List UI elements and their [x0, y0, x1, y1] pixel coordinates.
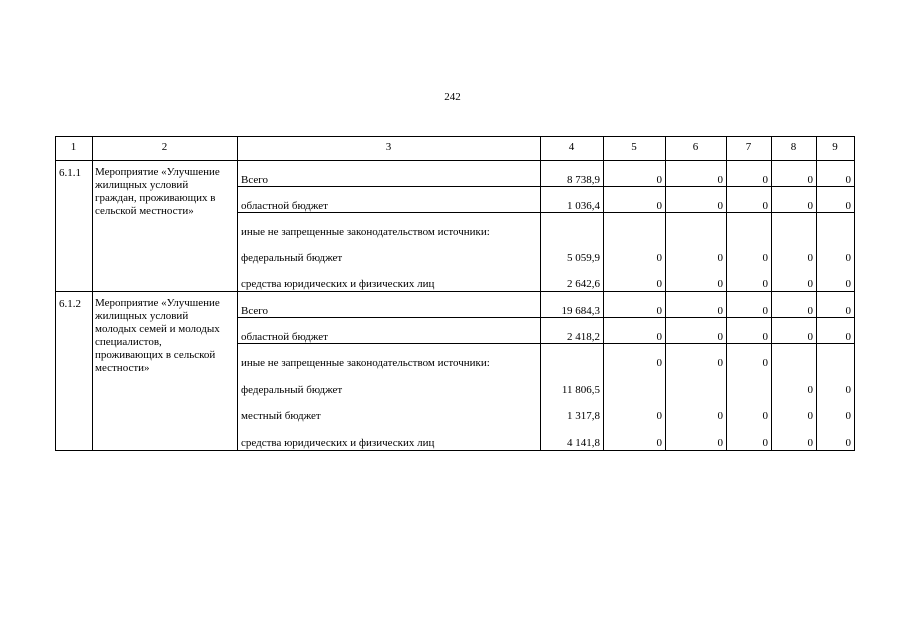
value-cell: 2 642,6	[567, 278, 600, 290]
value-cell: 0	[845, 384, 851, 396]
value-cell: 0	[807, 410, 813, 422]
value-cell: 0	[845, 305, 851, 317]
value-cell: 11 806,5	[561, 384, 600, 396]
value-cell: 1 036,4	[567, 200, 600, 212]
value-cell: 0	[717, 305, 723, 317]
page-number: 242	[444, 91, 461, 103]
value-cell: 0	[656, 437, 662, 449]
funding-source: средства юридических и физических лиц	[241, 278, 435, 290]
value-cell: 0	[845, 278, 851, 290]
funding-source: Всего	[241, 174, 268, 186]
value-cell: 0	[762, 437, 768, 449]
value-cell: 0	[717, 252, 723, 264]
measure-code: 6.1.2	[59, 298, 81, 310]
value-cell: 0	[656, 410, 662, 422]
value-cell: 0	[807, 252, 813, 264]
table-rule	[237, 136, 238, 451]
value-cell: 0	[762, 305, 768, 317]
value-cell: 0	[807, 200, 813, 212]
table-rule	[55, 291, 855, 292]
column-header: 8	[790, 141, 797, 153]
value-cell: 0	[656, 200, 662, 212]
value-cell: 0	[717, 357, 723, 369]
funding-source: иные не запрещенные законодательством источники:	[241, 357, 490, 369]
table-rule	[854, 136, 855, 451]
value-cell: 0	[845, 410, 851, 422]
value-cell: 2 418,2	[567, 331, 600, 343]
measure-title: Мероприятие «Улучшение жилищных условий граждан, проживающих в сельской местности»	[95, 166, 220, 217]
value-cell: 0	[762, 174, 768, 186]
funding-source: областной бюджет	[241, 200, 328, 212]
value-cell: 0	[762, 200, 768, 212]
value-cell: 0	[762, 278, 768, 290]
value-cell: 0	[762, 252, 768, 264]
value-cell: 0	[762, 357, 768, 369]
value-cell: 0	[807, 305, 813, 317]
funding-source: Всего	[241, 305, 268, 317]
value-cell: 0	[762, 331, 768, 343]
value-cell: 0	[656, 278, 662, 290]
measure-code: 6.1.1	[59, 167, 81, 179]
value-cell: 0	[845, 437, 851, 449]
value-cell: 0	[717, 437, 723, 449]
value-cell: 0	[717, 174, 723, 186]
value-cell: 0	[807, 278, 813, 290]
value-cell: 0	[845, 174, 851, 186]
table-rule	[55, 160, 855, 161]
value-cell: 19 684,3	[561, 305, 600, 317]
funding-source: областной бюджет	[241, 331, 328, 343]
funding-source: иные не запрещенные законодательством источники:	[241, 226, 490, 238]
value-cell: 0	[656, 305, 662, 317]
table-rule	[92, 136, 93, 451]
column-header: 6	[692, 141, 699, 153]
value-cell: 0	[845, 200, 851, 212]
measure-title: Мероприятие «Улучшение жилищных условий молодых семей и молодых специалистов, проживающих в сельской местности»	[95, 297, 220, 374]
table-rule	[55, 450, 855, 451]
column-header: 1	[70, 141, 77, 153]
value-cell: 0	[656, 331, 662, 343]
value-cell: 0	[845, 252, 851, 264]
value-cell: 0	[807, 331, 813, 343]
value-cell: 0	[807, 174, 813, 186]
column-header: 2	[161, 141, 168, 153]
column-header: 9	[832, 141, 838, 153]
funding-source: средства юридических и физических лиц	[241, 437, 435, 449]
value-cell: 8 738,9	[567, 174, 600, 186]
value-cell: 0	[717, 331, 723, 343]
value-cell: 0	[845, 331, 851, 343]
column-header: 4	[568, 141, 575, 153]
funding-source: федеральный бюджет	[241, 252, 343, 264]
column-header: 5	[631, 141, 637, 153]
value-cell: 4 141,8	[567, 437, 600, 449]
table-rule	[55, 136, 56, 451]
value-cell: 0	[807, 437, 813, 449]
funding-source: местный бюджет	[241, 410, 321, 422]
value-cell: 0	[656, 252, 662, 264]
value-cell: 0	[717, 410, 723, 422]
value-cell: 5 059,9	[567, 252, 600, 264]
value-cell: 0	[762, 410, 768, 422]
value-cell: 0	[656, 357, 662, 369]
column-header: 3	[385, 141, 392, 153]
value-cell: 0	[717, 278, 723, 290]
value-cell: 0	[656, 174, 662, 186]
value-cell: 0	[807, 384, 813, 396]
column-header: 7	[745, 141, 752, 153]
value-cell: 1 317,8	[567, 410, 600, 422]
funding-source: федеральный бюджет	[241, 384, 343, 396]
value-cell: 0	[717, 200, 723, 212]
table-rule	[55, 136, 855, 137]
